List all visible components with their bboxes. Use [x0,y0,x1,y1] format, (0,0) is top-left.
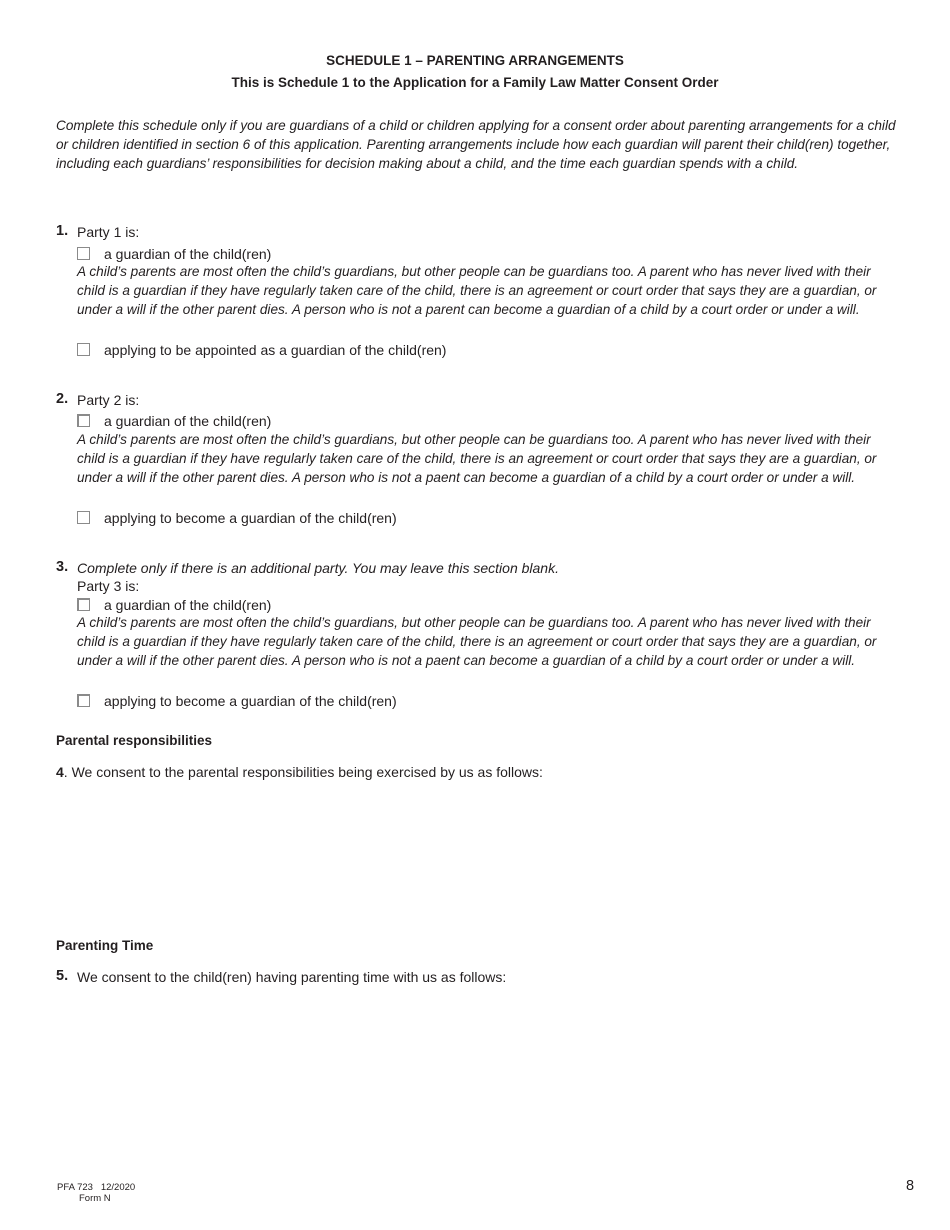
parenting-time-answer-area[interactable] [77,992,899,1162]
section-1-label: Party 1 is: [77,224,140,240]
parenting-time-heading: Parenting Time [56,938,154,953]
party-3-guardian-checkbox[interactable] [77,598,90,611]
section-2-number: 2. [56,391,69,407]
form-code: PFA 723 12/2020 [57,1182,136,1193]
section-2-note: A child’s parents are most often the child’s guardians, but other people can be guardians too. A parent who has never lived with their child is a guardian if they have regularly taken care of the child, there is an agreement or court order that says they are a guardian, or under a will if the other parent dies. A person who is not a paent can become a guardian of a child by a court order or under a will. [77,432,877,485]
party-1-guardian-checkbox[interactable] [77,247,90,260]
parental-responsibilities-answer-area[interactable] [77,786,899,926]
party-3-guardian-label: a guardian of the child(ren) [104,597,272,613]
party-1-applying-label: applying to be appointed as a guardian of the child(ren) [104,342,447,358]
section-3-note: A child’s parents are most often the child’s guardians, but other people can be guardians too. A parent who has never lived with their child is a guardian if they have regularly taken care of the child, there is an agreement or court order that says they are a guardian, or under a will if the other parent dies. A person who is not a paent can become a guardian of a child by a court order or under a will. [77,615,877,668]
page-title: SCHEDULE 1 – PARENTING ARRANGEMENTS [326,53,624,68]
form-name: Form N [79,1193,111,1204]
party-3-applying-checkbox[interactable] [77,694,90,707]
party-2-guardian-checkbox[interactable] [77,414,90,427]
page-subtitle: This is Schedule 1 to the Application for a Family Law Matter Consent Order [231,75,719,90]
section-3-label: Party 3 is: [77,578,140,594]
section-1-note: A child’s parents are most often the child’s guardians, but other people can be guardians too. A parent who has never lived with their child is a guardian if they have regularly taken care of the child, there is an agreement or court order that says they are a guardian, or under a will if the other parent dies. A person who is not a parent can become a guardian of a child by a court order or under a will. [77,264,877,317]
party-1-guardian-label: a guardian of the child(ren) [104,246,272,262]
section-1-number: 1. [56,223,69,239]
party-3-applying-label: applying to become a guardian of the child(ren) [104,693,397,709]
party-1-applying-checkbox[interactable] [77,343,90,356]
party-2-applying-checkbox[interactable] [77,511,90,524]
page-number: 8 [906,1178,915,1194]
section-5-number: 5. [56,968,69,984]
section-5-text: We consent to the child(ren) having parenting time with us as follows: [77,969,507,985]
party-2-guardian-label: a guardian of the child(ren) [104,413,272,429]
section-4-text: . We consent to the parental responsibilities being exercised by us as follows: [63,764,543,780]
parental-responsibilities-heading: Parental responsibilities [56,733,213,748]
party-2-applying-label: applying to become a guardian of the child(ren) [104,510,397,526]
intro-paragraph: Complete this schedule only if you are guardians of a child or children applying for a consent order about parenting arrangements for a child or children identified in section 6 of this application. Parenting arrangements include how each guardian will parent their child(ren) together, including each guardians’ responsibilities for decision making about a child, and the time each guardian spends with a child. [56,118,896,171]
section-2-label: Party 2 is: [77,392,140,408]
section-3-instruction: Complete only if there is an additional party. You may leave this section blank. [77,560,559,576]
section-3-number: 3. [56,559,69,575]
section-4-number: 4 [56,764,64,780]
section-4-line [56,764,543,780]
